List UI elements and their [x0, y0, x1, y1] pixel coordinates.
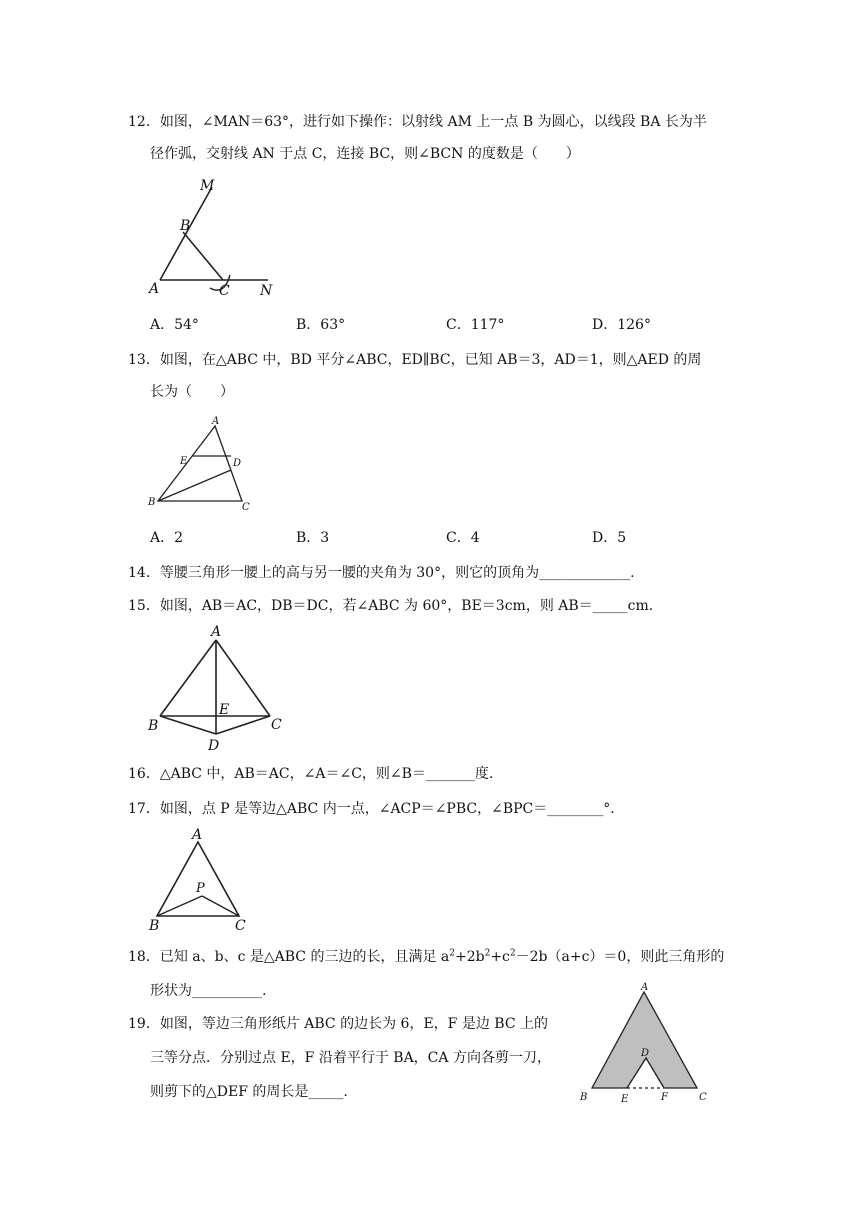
q18-text-part-c: +c	[490, 949, 510, 965]
segment-bd	[158, 470, 231, 501]
label-c: C	[219, 283, 230, 299]
label-a: A	[641, 982, 649, 993]
q16-text: 16．△ABC 中，AB＝AC，∠A＝∠C，则∠B＝_______度.	[128, 766, 494, 782]
q18-text-line2: 形状为__________.	[150, 983, 267, 999]
q17-text: 17．如图，点 P 是等边△ABC 内一点，∠ACP＝∠PBC，∠BPC＝________°.	[128, 801, 615, 817]
segment-ab	[160, 640, 216, 716]
q14-text: 14．等腰三角形一腰上的高与另一腰的夹角为 30°，则它的顶角为_____________.	[128, 565, 635, 581]
q18-text-part-a: 18．已知 a、b、c 是△ABC 的三边的长，且满足 a	[128, 949, 450, 965]
q13-option-a[interactable]: A．2	[150, 530, 184, 546]
label-a: A	[192, 827, 203, 843]
q19-text-line1: 19．如图，等边三角形纸片 ABC 的边长为 6，E，F 是边 BC 上的	[128, 1016, 548, 1032]
q18-exponent-b: 2	[484, 948, 491, 959]
q19-text-line2: 三等分点．分别过点 E，F 沿着平行于 BA，CA 方向各剪一刀，	[150, 1050, 551, 1066]
q15-figure	[140, 620, 300, 760]
label-a: A	[149, 281, 160, 297]
label-d: D	[233, 458, 242, 469]
label-m: M	[200, 178, 215, 194]
label-a: A	[211, 624, 222, 640]
q19-figure	[570, 978, 720, 1110]
q12-option-a[interactable]: A．54°	[150, 317, 199, 333]
label-c: C	[271, 717, 282, 733]
triangle-abc	[157, 842, 239, 916]
q12-text-line2: 径作弧，交射线 AN 于点 C，连接 BC，则∠BCN 的度数是（ ）	[150, 146, 580, 162]
q17-figure	[140, 822, 260, 934]
q13-text-line1: 13．如图，在△ABC 中，BD 平分∠ABC，ED∥BC，已知 AB＝3，AD＝1，则△AED 的周	[128, 352, 702, 368]
label-e: E	[180, 456, 188, 467]
q13-options	[0, 528, 860, 548]
q13-figure	[140, 412, 260, 517]
label-d: D	[641, 1048, 650, 1059]
q13-option-d[interactable]: D．5	[592, 530, 627, 546]
q12-options	[0, 315, 860, 335]
q12-text-line1: 12．如图，∠MAN＝63°，进行如下操作：以射线 AM 上一点 B 为圆心，以线段 BA 长为半	[128, 114, 707, 130]
segment-bd	[160, 716, 216, 734]
segment-cd	[216, 716, 270, 734]
triangle-abc	[158, 426, 242, 501]
label-b: B	[148, 497, 156, 508]
label-e: E	[219, 702, 230, 718]
segment-bp	[157, 896, 202, 916]
q13-option-c[interactable]: C．4	[446, 530, 480, 546]
q15-text: 15．如图，AB＝AC，DB＝DC，若∠ABC 为 60°，BE＝3cm，则 AB＝_____cm.	[128, 598, 654, 614]
q13-option-b[interactable]: B．3	[296, 530, 330, 546]
q12-option-d[interactable]: D．126°	[592, 317, 651, 333]
label-c: C	[242, 502, 250, 513]
shaded-remaining-paper	[592, 992, 697, 1088]
label-e: E	[621, 1094, 629, 1105]
label-p: P	[196, 881, 205, 896]
label-b: B	[180, 218, 191, 234]
label-c: C	[699, 1092, 707, 1103]
q13-text-line2: 长为（ ）	[150, 384, 234, 400]
label-b: B	[148, 718, 159, 734]
label-b: B	[149, 918, 160, 934]
q18-exponent-a: 2	[449, 948, 455, 959]
label-c: C	[235, 918, 246, 934]
label-a: A	[212, 416, 220, 427]
q18-exponent-c: 2	[509, 948, 516, 959]
q18-text-part-b: +2b	[454, 949, 485, 965]
label-d: D	[208, 738, 220, 754]
label-n: N	[260, 283, 273, 299]
q18-text-line1	[128, 947, 724, 967]
segment-bc	[183, 232, 223, 280]
q12-option-c[interactable]: C．117°	[446, 317, 505, 333]
q12-option-b[interactable]: B．63°	[296, 317, 346, 333]
q18-text-part-d: －2b（a+c）＝0，则此三角形的	[515, 949, 725, 965]
label-b: B	[580, 1092, 588, 1103]
q19-text-line3: 则剪下的△DEF 的周长是_____.	[150, 1084, 348, 1100]
q12-figure	[140, 172, 290, 302]
label-f: F	[661, 1092, 668, 1103]
